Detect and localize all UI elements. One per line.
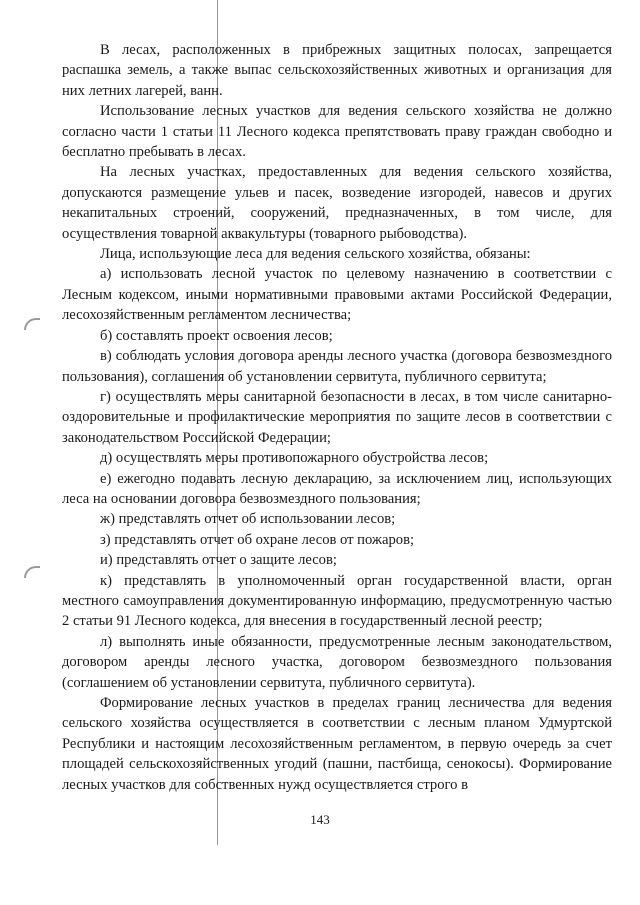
list-item: в) соблюдать условия договора аренды лесного участка (договора безвозмездного пользования), соглашения об установлении сервитута, публичного сервитута; bbox=[62, 348, 612, 385]
page-number: 143 bbox=[310, 812, 330, 827]
list-item: б) составлять проект освоения лесов; bbox=[100, 327, 333, 344]
punch-hole-mark bbox=[24, 566, 40, 578]
list-item: д) осуществлять меры противопожарного обустройства лесов; bbox=[100, 450, 489, 467]
paragraph: Использование лесных участков для ведения сельского хозяйства не должно согласно части 1 статьи 11 Лесного кодекса препятствовать праву граждан свободно и бесплатно пребывать в лесах. bbox=[62, 103, 612, 161]
list-item: з) представлять отчет об охране лесов от пожаров; bbox=[100, 531, 415, 548]
list-item: г) осуществлять меры санитарной безопасности в лесах, в том числе санитарно-оздоровительные и профилактические мероприятия по защите лесов в соответствии с законодательством Российской Федерации; bbox=[62, 388, 612, 446]
list-item: и) представлять отчет о защите лесов; bbox=[100, 552, 337, 569]
list-item: а) использовать лесной участок по целевому назначению в соответствии с Лесным кодексом, иными нормативными правовыми актами Российской Федерации, лесохозяйственным регламентом лесничества; bbox=[62, 266, 612, 324]
paragraph: В лесах, расположенных в прибрежных защитных полосах, запрещается распашка земель, а также выпас сельскохозяйственных животных и организация для них летних лагерей, ванн. bbox=[62, 42, 612, 99]
paragraph: Формирование лесных участков в пределах границ лесничества для ведения сельского хозяйства осуществляется в соответствии с лесным планом Удмуртской Республики и настоящим лесохозяйственным регламентом, в первую очередь за счет площадей сельскохозяйственных угодий (пашни, пастбища, сенокосы). Формирование лесных участков для собственных нужд осуществляется строго в bbox=[62, 695, 612, 793]
paragraph: На лесных участках, предоставленных для ведения сельского хозяйства, допускаются размещение ульев и пасек, возведение изгородей, навесов и других некапитальных строений, сооружений, предназначенных, в том числе, для осуществления товарной аквакультуры (товарного рыбоводства). bbox=[62, 164, 612, 242]
list-item: л) выполнять иные обязанности, предусмотренные лесным законодательством, договором аренды лесного участка, договором безвозмездного пользования (соглашением об установлении сервитута, публичного сервитута). bbox=[62, 633, 612, 691]
list-item: к) представлять в уполномоченный орган государственной власти, орган местного самоуправления документированную информацию, предусмотренную частью 2 статьи 91 Лесного кодекса, для внесения в государственный лесной реестр; bbox=[62, 572, 612, 630]
punch-hole-mark bbox=[24, 318, 40, 330]
body-text bbox=[62, 40, 612, 795]
list-item: е) ежегодно подавать лесную декларацию, за исключением лиц, использующих леса на основании договора безвозмездного пользования; bbox=[62, 470, 612, 507]
list-item: ж) представлять отчет об использовании лесов; bbox=[100, 511, 396, 528]
paragraph: Лица, использующие леса для ведения сельского хозяйства, обязаны: bbox=[100, 246, 531, 263]
